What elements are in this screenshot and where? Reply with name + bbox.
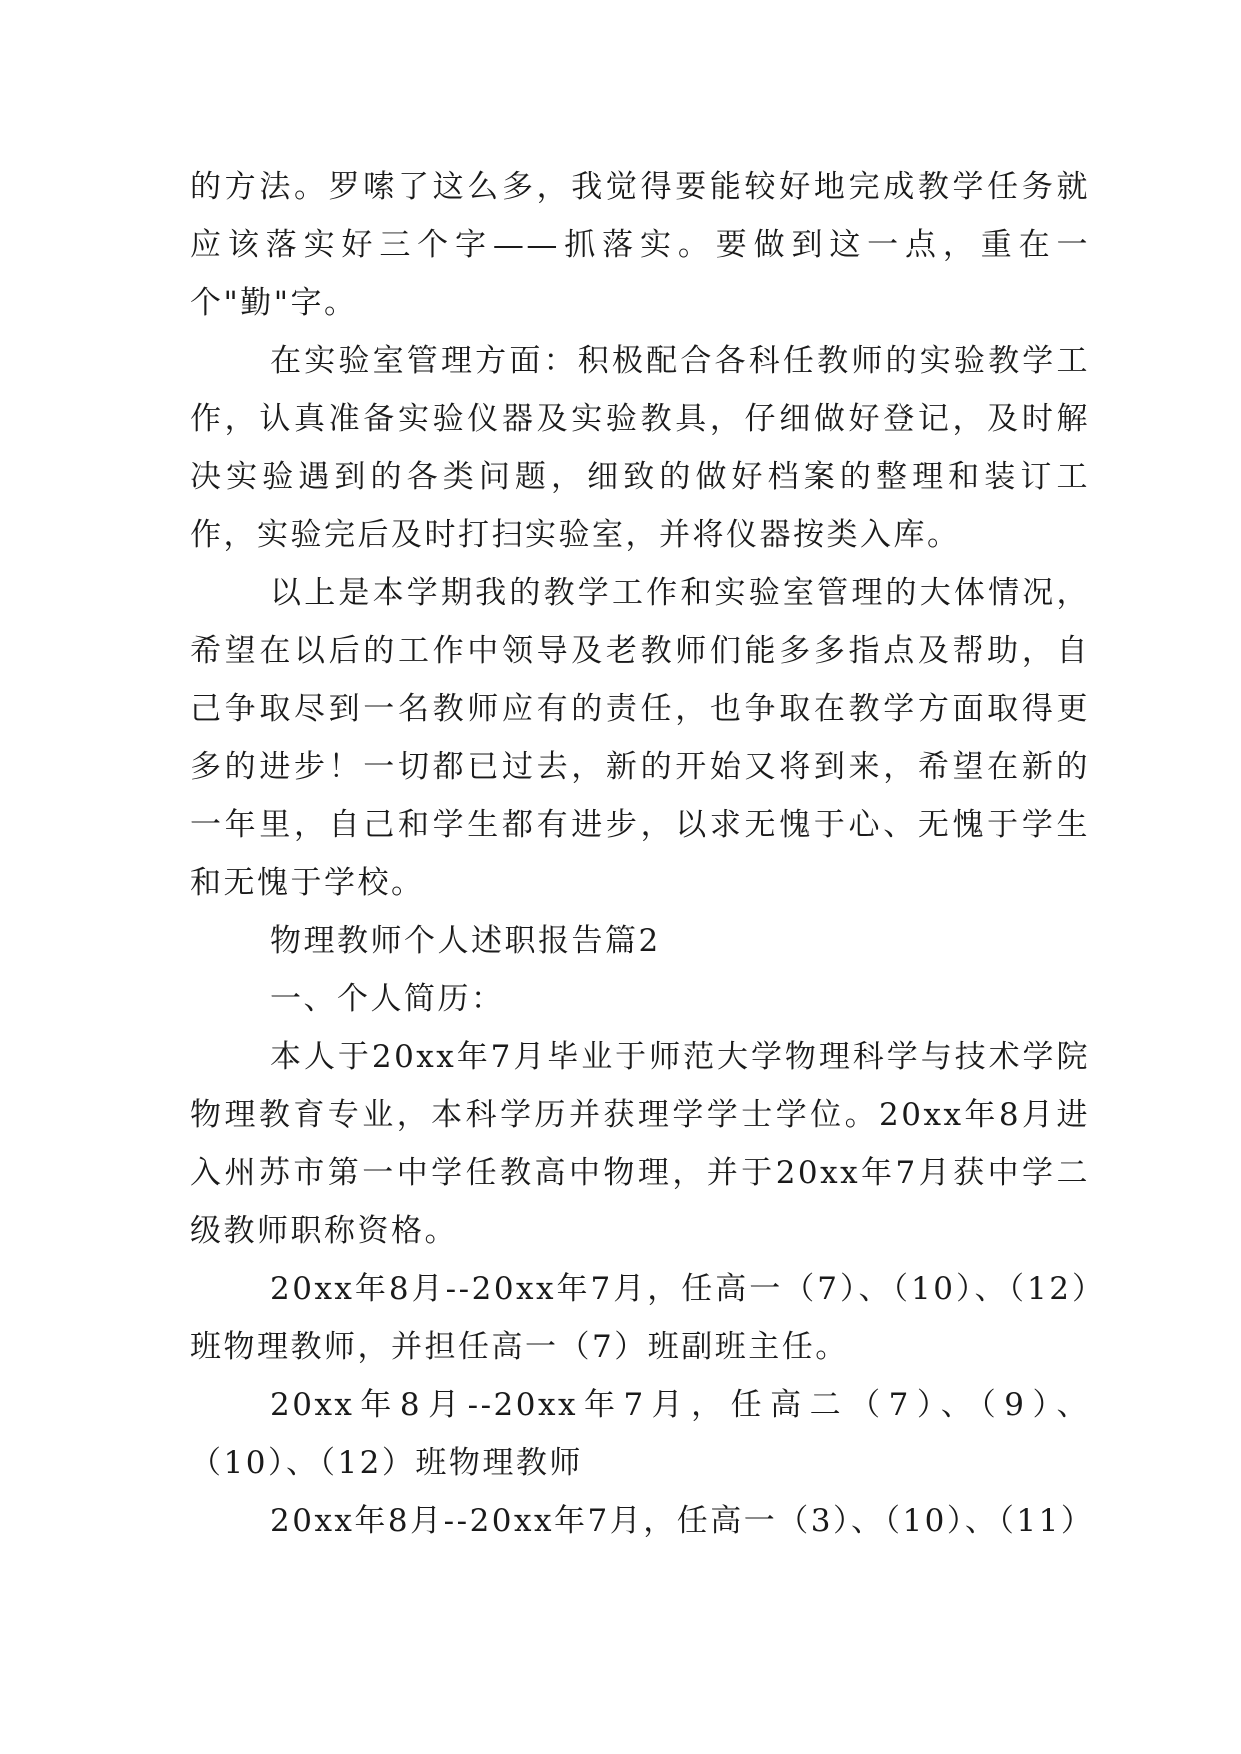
document-body — [190, 158, 1095, 1550]
paragraph-career-2: 20xx年8月--20xx年7月，任高二（7）、（9）、（10）、（12）班物理教师 — [190, 1387, 1090, 1481]
section-title: 物理教师个人述职报告篇2 — [270, 923, 661, 959]
paragraph-1: 的方法。罗嗦了这么多，我觉得要能较好地完成教学任务就应该落实好三个字——抓落实。要做到这一点，重在一个"勤"字。 — [190, 169, 1090, 321]
paragraph-summary: 以上是本学期我的教学工作和实验室管理的大体情况，希望在以后的工作中领导及老教师们能多多指点及帮助，自己争取尽到一名教师应有的责任，也争取在教学方面取得更多的进步！一切都已过去，新的开始又将到来，希望在新的一年里，自己和学生都有进步，以求无愧于心、无愧于学生和无愧于学校。 — [190, 575, 1090, 901]
paragraph-career-3: 20xx年8月--20xx年7月，任高一（3）、（10）、（11） — [270, 1503, 1095, 1539]
paragraph-career-1: 20xx年8月--20xx年7月，任高一（7）、（10）、（12）班物理教师，并担任高一（7）班副班主任。 — [190, 1271, 1090, 1365]
section-heading-resume: 一、个人简历： — [270, 981, 505, 1017]
paragraph-lab-management: 在实验室管理方面：积极配合各科任教师的实验教学工作，认真准备实验仪器及实验教具，仔细做好登记，及时解决实验遇到的各类问题，细致的做好档案的整理和装订工作，实验完后及时打扫实验室，并将仪器按类入库。 — [190, 343, 1090, 553]
paragraph-resume: 本人于20xx年7月毕业于师范大学物理科学与技术学院物理教育专业，本科学历并获理学学士学位。20xx年8月进入州苏市第一中学任教高中物理，并于20xx年7月获中学二级教师职称资格。 — [190, 1039, 1090, 1249]
